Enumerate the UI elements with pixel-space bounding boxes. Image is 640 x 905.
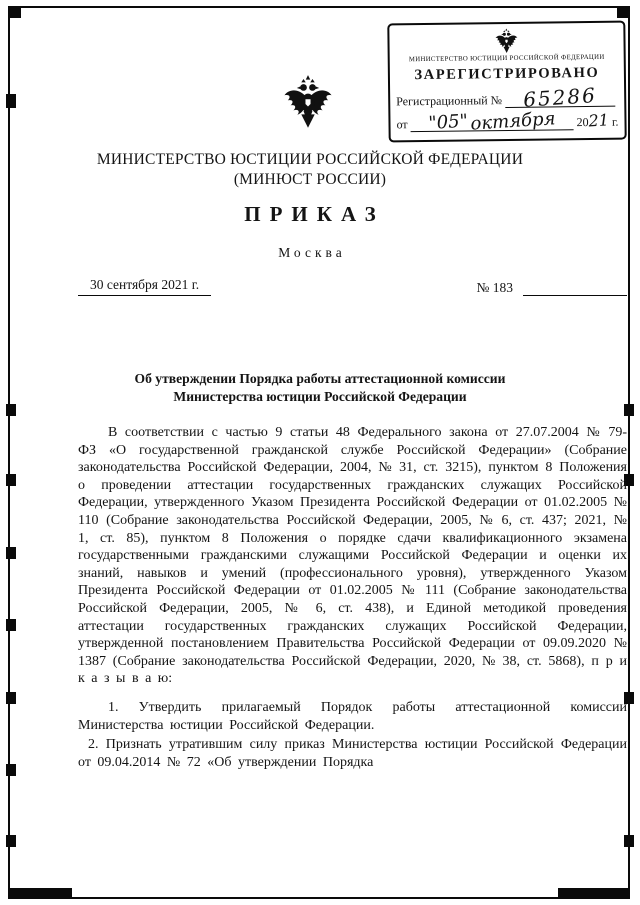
stamp-eagle-icon	[395, 27, 617, 56]
handwritten-month: октября	[470, 108, 557, 135]
scan-mark	[6, 474, 16, 486]
document-type-title: ПРИКАЗ	[244, 202, 385, 226]
handwritten-day: "05"	[427, 110, 469, 134]
stamp-date-line	[410, 108, 573, 135]
scan-mark	[6, 404, 16, 416]
document-number-group	[476, 280, 627, 296]
stamp-year-prefix: 20	[576, 115, 589, 130]
date-and-number-row	[78, 277, 627, 296]
scan-mark	[6, 619, 16, 631]
stamp-registered-label: ЗАРЕГИСТРИРОВАНО	[414, 64, 600, 84]
ministry-name: МИНИСТЕРСТВО ЮСТИЦИИ РОССИЙСКОЙ ФЕДЕРАЦИИ	[96, 151, 524, 168]
scan-mark	[624, 404, 634, 416]
stamp-year-suffix: г.	[611, 114, 619, 129]
scan-mark	[6, 764, 16, 776]
stamp-year	[576, 110, 619, 131]
scan-mark	[558, 888, 630, 897]
scan-mark	[6, 547, 16, 559]
subject-line-2: Министерства юстиции Российской Федерации	[173, 389, 467, 405]
scan-mark	[8, 6, 21, 18]
blank-fill-line	[523, 281, 627, 296]
scan-mark	[8, 888, 72, 897]
subject-line-1: Об утверждении Порядка работы аттестационной комиссии	[134, 371, 506, 386]
scan-mark	[6, 692, 16, 704]
scan-mark	[6, 835, 16, 847]
stamp-ministry-line: МИНИСТЕРСТВО ЮСТИЦИИ РОССИЙСКОЙ ФЕДЕРАЦИИ	[408, 53, 605, 64]
letterhead-title	[70, 150, 550, 190]
scan-mark	[624, 835, 634, 847]
order-item-1: 1. Утвердить прилагаемый Порядок работы аттестационной комиссии Министерства юстиции Российской Федерации.	[78, 699, 627, 733]
document-number: № 183	[476, 280, 513, 295]
registration-stamp	[387, 21, 626, 143]
order-item-2: 2. Признать утратившим силу приказ Министерства юстиции Российской Федерации от 09.04.2014 № 72 «Об утверждении Порядка	[78, 737, 627, 770]
scan-mark	[6, 94, 16, 108]
coat-of-arms-emblem	[280, 60, 336, 144]
ministry-short-name: (МИНЮСТ РОССИИ)	[233, 170, 387, 188]
handwritten-year: 21	[587, 110, 610, 131]
document-body	[78, 424, 627, 771]
city-label: Москва	[278, 245, 346, 260]
preamble-paragraph: В соответствии с частью 9 статьи 48 Федерального закона от 27.07.2004 № 79-ФЗ «О государственной гражданской службе Российской Федерации» (Собрание законодательства Российской Федерации, 2004, № 31, ст. 3215), пунктом 8 Положения о проведении аттестации государственных гражданских служащих Российской Федерации, утвержденного Указом Президента Российской Федерации от 01.02.2005 № 110 (Собрание законодательства Российской Федерации, 2005, № 6, ст. 437; 2021, № 1, ст. 85), пунктом 8 Положения о порядке сдачи квалификационного экзамена государственными гражданскими служащими Российской Федерации и оценки их знаний, навыков и умений (профессионального уровня), утвержденного Указом Президента Российской Федерации от 01.02.2005 № 111 (Собрание законодательства Российской Федерации, 2005, № 6, ст. 438), и Единой методикой проведения аттестации государственных гражданских служащих Российской Федерации, утвержденной постановлением Правительства Российской Федерации от 09.09.2020 № 1387 (Собрание законодательства Российской Федерации, 2020, № 38, ст. 5868), п р и к а з ы в а ю:	[78, 425, 627, 687]
document-date: 30 сентября 2021 г.	[78, 277, 211, 296]
stamp-reg-number-line	[505, 83, 615, 112]
stamp-date-row	[396, 108, 619, 135]
document-subject-heading	[70, 370, 570, 407]
double-headed-eagle-icon	[280, 60, 336, 144]
scan-mark	[617, 6, 630, 18]
handwritten-reg-number: 65286	[522, 83, 598, 112]
stamp-reg-number-label: Регистрационный №	[396, 93, 503, 109]
stamp-registration-number-row	[396, 83, 618, 112]
stamp-date-from-label: от	[396, 117, 408, 132]
